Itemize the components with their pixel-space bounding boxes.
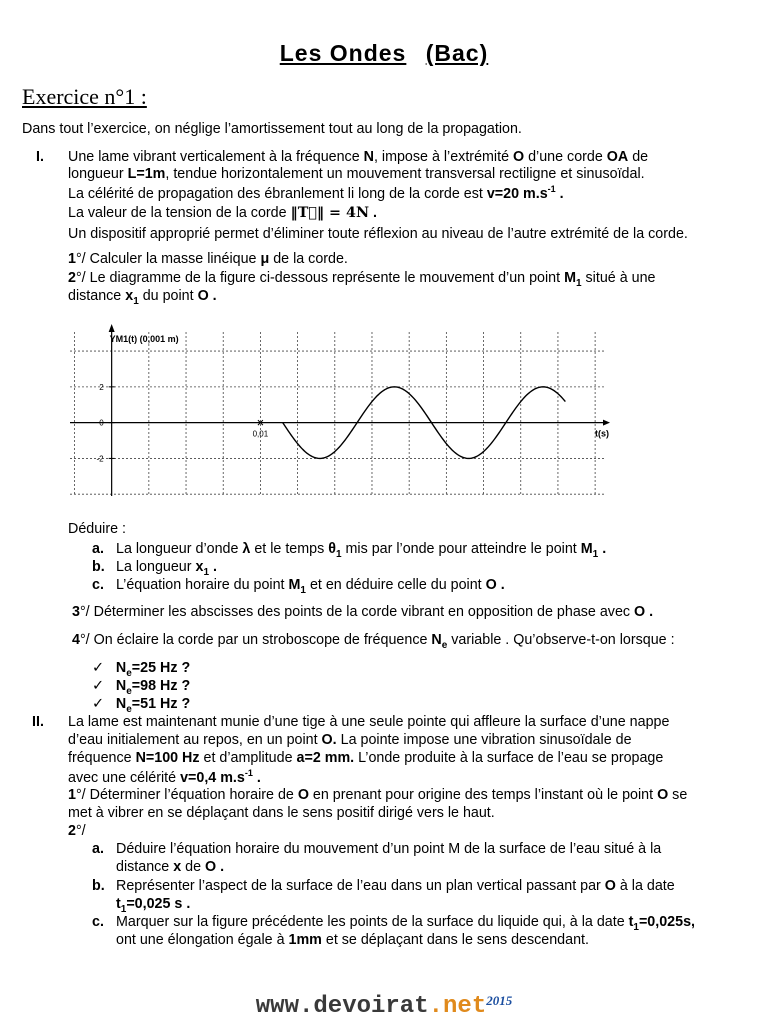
part2-item-a-line2: distance x de O . [116,859,225,875]
part2-q2: 2°/ [68,823,86,839]
part2-item-c-line2: ont une élongation égale à 1mm et se déplaçant dans le sens descendant. [116,932,589,948]
item-a-text: La longueur d’onde λ et le temps $\theta_1$ mis par l’onde pour atteindre le point $M_1$ . [116,541,607,560]
part2-number: II. [32,714,44,730]
exercise-heading: Exercice n°1 : [22,84,147,109]
deduire-heading: Déduire : [68,521,127,537]
part1-line4: La valeur de la tension de la corde ‖T⃗‖ = 4N . [68,205,377,221]
x-axis-arrow [603,420,610,426]
check-item: ✓ $N_e=51$ Hz ? [92,696,191,715]
question3: 3°/ Déterminer les abscisses des points de la corde vibrant en opposition de phase avec O . [72,604,654,620]
part2-line4: avec une célérité v=0,4 $m.s^{-1}$ . [68,768,261,786]
intro-text: Dans tout l’exercice, on néglige l’amortissement tout au long de la propagation. [22,121,522,137]
wave-chart [60,320,620,500]
item-b-text: La longueur $x_1$ . [116,559,217,578]
check-item: ✓ $N_e=98$ Hz ? [92,678,191,697]
part1-line5: Un dispositif approprié permet d’éliminer toute réflexion au niveau de l’autre extrémité de la corde. [68,226,688,242]
part2-item-c-line1: Marquer sur la figure précédente les points de la surface du liquide qui, à la date $t_1=0,025s$, [116,914,696,933]
part2-line3: fréquence N=100 Hz et d’amplitude a=2 mm. L’onde produite à la surface de l’eau se propage [68,750,664,766]
y-tick-label: 2 [99,382,104,392]
item-b-label: b. [92,559,105,575]
x-tick-label: 0,01 [252,429,269,439]
item-c-label: c. [92,577,104,593]
part2-line1: La lame est maintenant munie d’une tige à une seule pointe qui affleure la surface d’une nappe [68,714,670,730]
part2-item-a-label: a. [92,841,104,857]
chart-grid [70,332,604,496]
question2-line1: 2°/ Le diagramme de la figure ci-dessous représente le mouvement d’un point $M_1$ situé à une [68,270,656,289]
part2-q1-line2: met à vibrer en se déplaçant dans le sens positif dirigé vers le haut. [68,805,495,821]
part1-line2: longueur L=1m, tendue horizontalement un mouvement transversal rectiligne et sinusoïdal. [68,166,645,182]
part1-line3: La célérité de propagation des ébranlement li long de la corde est v=20 $m.s^{-1}$ . [68,184,564,202]
part1-number: I. [36,149,44,165]
part2-item-c-label: c. [92,914,104,930]
question2-line2: distance $x_1$ du point O . [68,288,217,307]
part2-item-b-label: b. [92,878,105,894]
y-tick-label: -2 [96,454,104,464]
page-title: Les Ondes (Bac) [279,40,489,66]
part2-item-b-line2: $t_1=0,025$ s . [116,896,191,915]
check-item: ✓ $N_e=25$ Hz ? [92,660,191,679]
part1-line1: Une lame vibrant verticalement à la fréquence N, impose à l’extrémité O d’une corde OA de [68,149,649,165]
y-axis-label: YM1(t) (0,001 m) [109,334,179,344]
item-a-label: a. [92,541,104,557]
question1: 1°/ Calculer la masse linéique μ de la corde. [68,251,348,267]
item-c-text: L’équation horaire du point $M_1$ et en déduire celle du point O . [116,577,505,596]
part2-line2: d’eau initialement au repos, en un point O. La pointe impose une vibration sinusoïdale de [68,732,632,748]
part2-item-b-line1: Représenter l’aspect de la surface de l’eau dans un plan vertical passant par O à la date [116,878,675,894]
y-tick-label: 0 [99,418,104,428]
y-axis-arrow [109,324,115,332]
part2-q1-line1: 1°/ Déterminer l’équation horaire de O en prenant pour origine des temps l’instant où le point O se [68,787,688,803]
question4: 4°/ On éclaire la corde par un stroboscope de fréquence $N_e$ variable . Qu’observe-t-on lorsque : [72,632,675,651]
x-axis-label: t(s) [595,428,609,439]
footer-watermark: www.devoirat.net$^{2015}$ [255,993,513,1020]
part2-item-a-line1: Déduire l’équation horaire du mouvement d’un point M de la surface de l’eau situé à la [116,841,662,857]
